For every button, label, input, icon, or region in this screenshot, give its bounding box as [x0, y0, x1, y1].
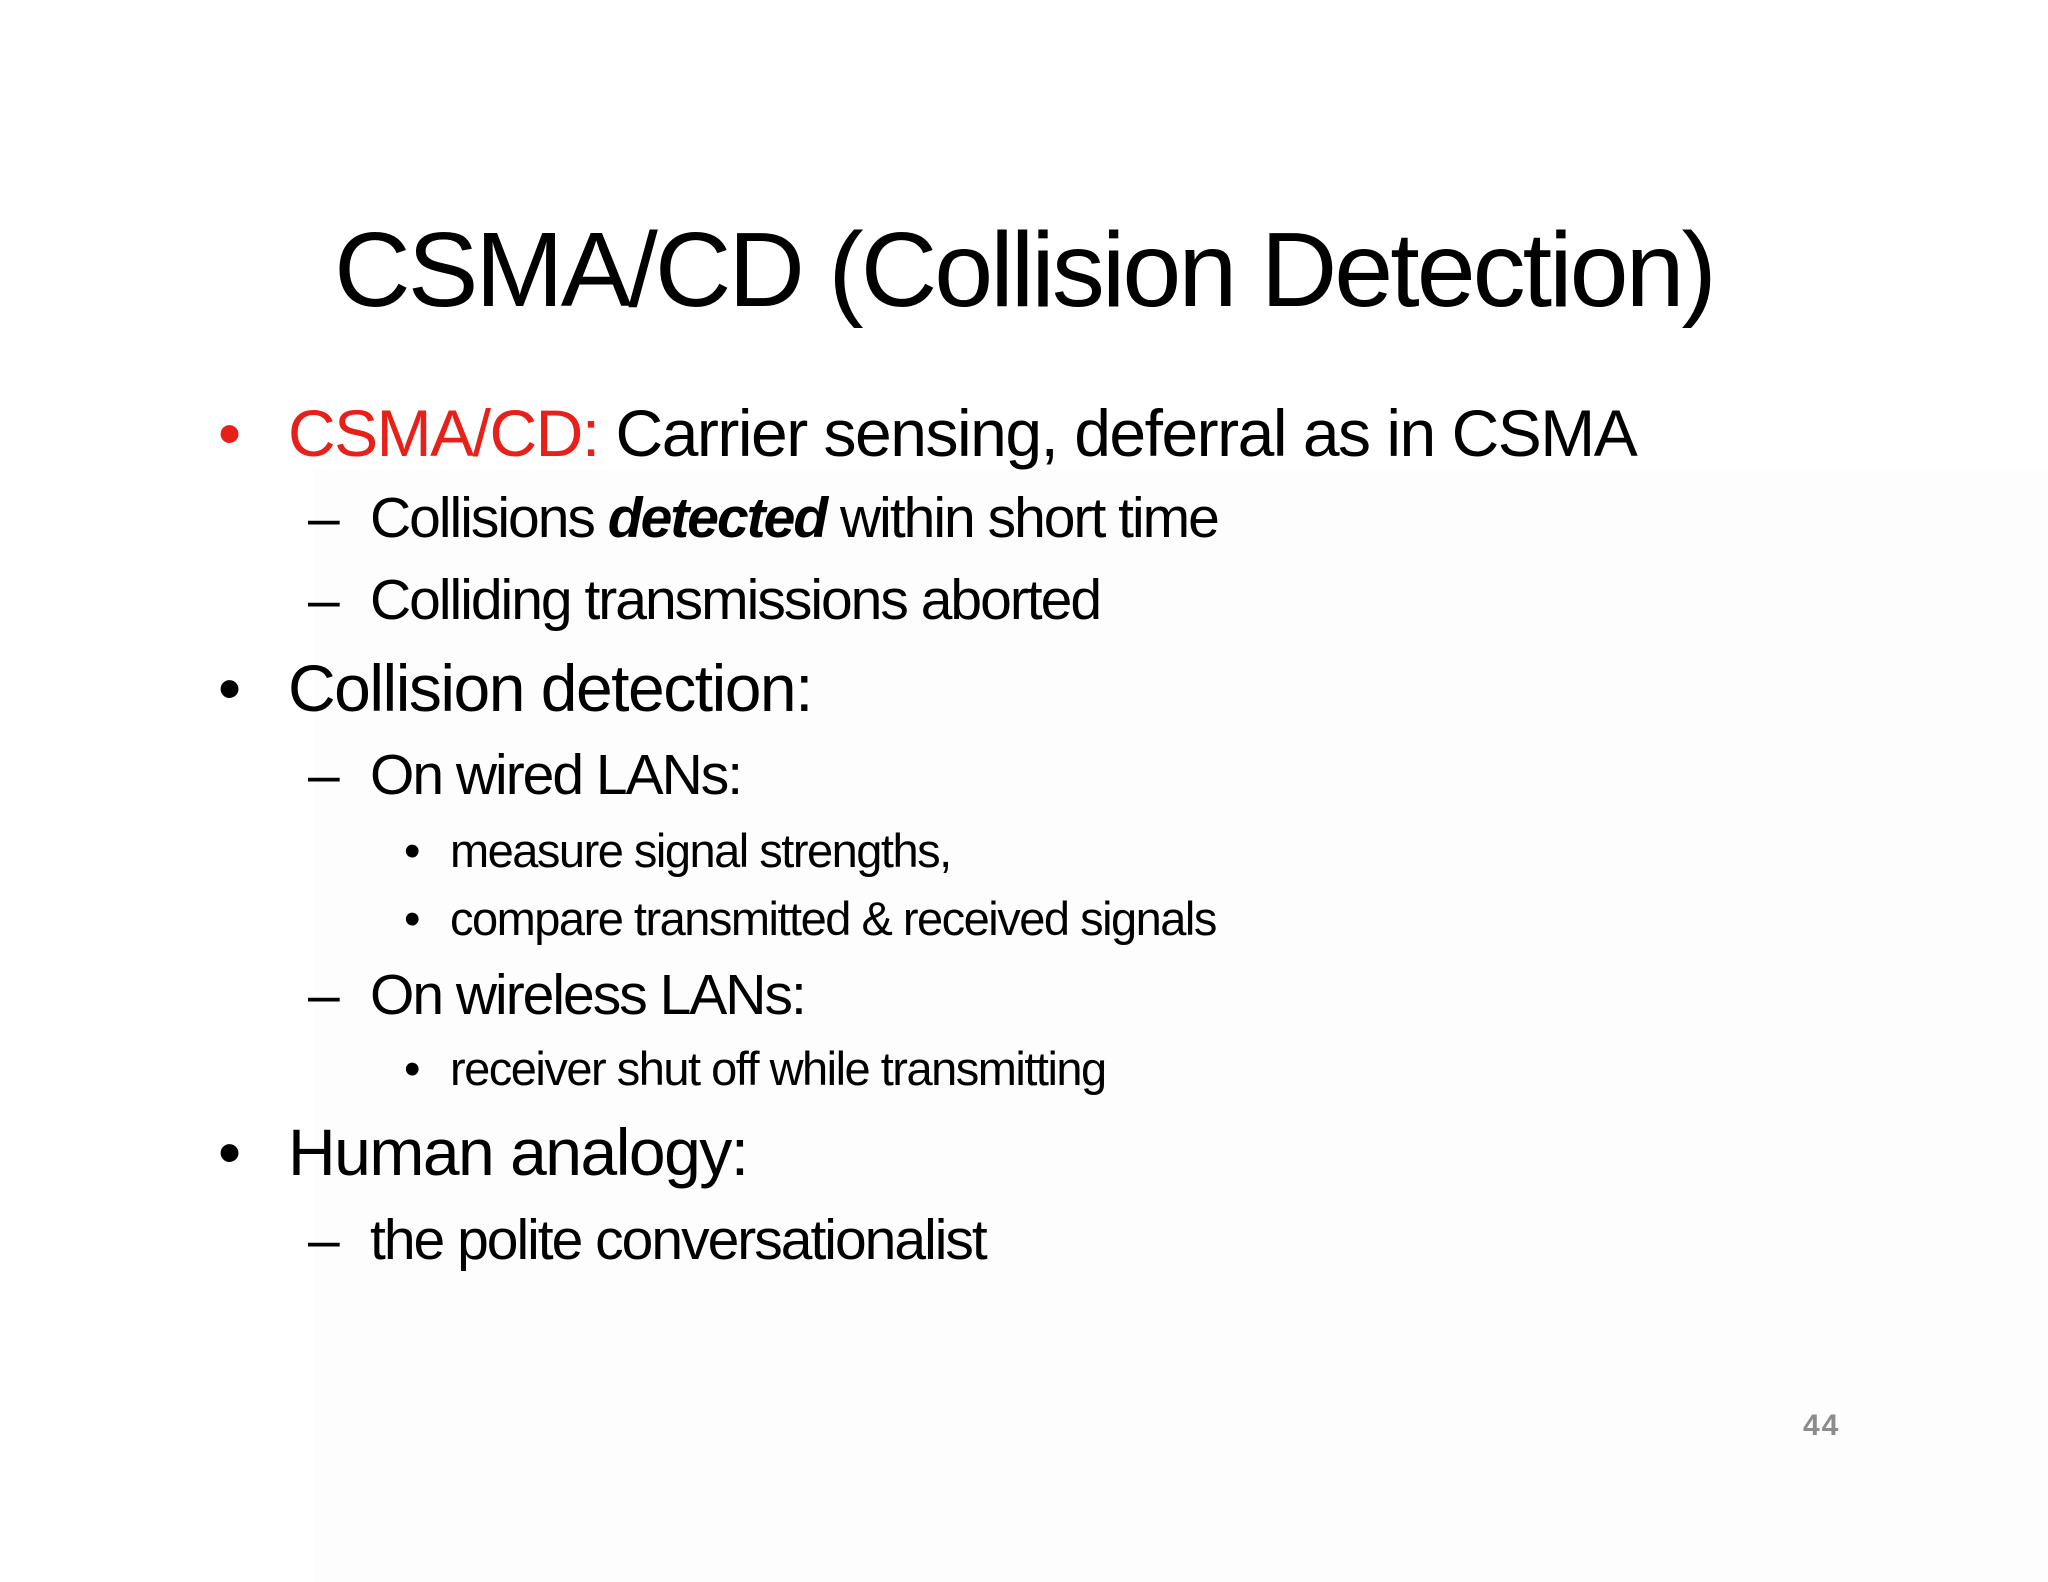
sub-sub-bullet-2-1-2: compare transmitted & received signals	[450, 892, 1216, 945]
bullet-3-marker: •	[218, 1115, 240, 1189]
sub-bullet-1-2: Colliding transmissions aborted	[370, 568, 1101, 632]
sub-bullet-1-1-emphasis: detected	[607, 486, 827, 550]
sub-bullet-1-1-before: Collisions	[370, 486, 608, 550]
sub-sub-bullet-2-1-1-marker: •	[404, 824, 419, 877]
sub-sub-bullet-2-2-1: receiver shut off while transmitting	[450, 1042, 1106, 1095]
sub-bullet-2-2: On wireless LANs:	[370, 963, 805, 1027]
bullet-1-text: Carrier sensing, deferral as in CSMA	[598, 396, 1637, 470]
page-number: 44	[1803, 1409, 1841, 1442]
sub-bullet-1-1-after: within short time	[826, 486, 1218, 550]
sub-bullet-3-1-marker: –	[308, 1208, 338, 1272]
sub-sub-bullet-2-2-1-marker: •	[404, 1042, 419, 1095]
sub-sub-bullet-2-1-1: measure signal strengths,	[450, 824, 951, 877]
slide-title: CSMA/CD (Collision Detection)	[334, 211, 1714, 329]
bullet-2-marker: •	[218, 651, 240, 725]
bullet-2: Collision detection:	[288, 651, 812, 725]
sub-bullet-2-2-marker: –	[308, 963, 338, 1027]
bullet-1-label: CSMA/CD:	[288, 396, 599, 470]
bullet-1-marker: •	[218, 396, 240, 470]
bullet-3: Human analogy:	[288, 1115, 748, 1189]
bullet-1	[288, 393, 1636, 473]
sub-sub-bullet-2-1-2-marker: •	[404, 892, 419, 945]
sub-bullet-2-1-marker: –	[308, 743, 338, 807]
sub-bullet-1-2-marker: –	[308, 568, 338, 632]
sub-bullet-1-1-marker: –	[308, 486, 338, 550]
sub-bullet-2-1: On wired LANs:	[370, 743, 742, 807]
sub-bullet-1-1	[370, 483, 1218, 553]
sub-bullet-3-1: the polite conversationalist	[370, 1208, 986, 1272]
